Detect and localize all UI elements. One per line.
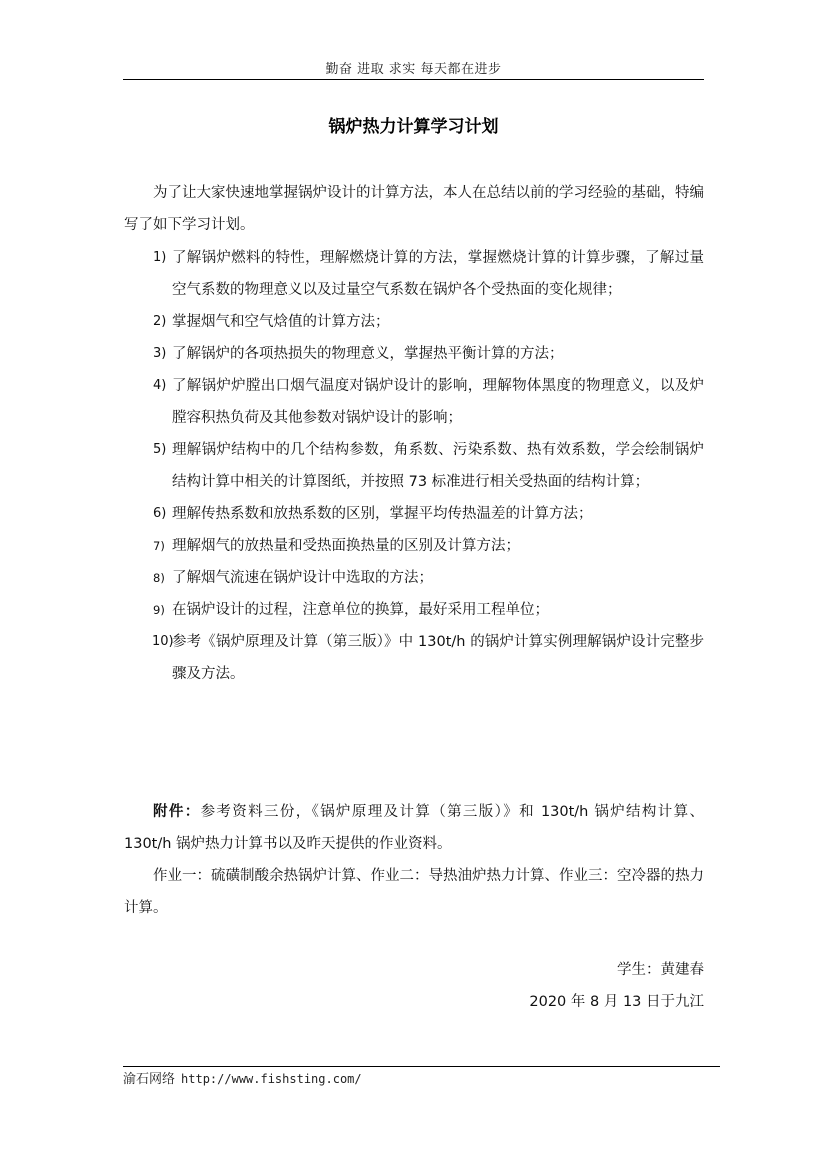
signature-date: 2020 年 8 月 13 日于九江	[529, 994, 704, 1010]
list-item-number: 6)	[153, 506, 167, 521]
list-item-text: 了解锅炉的各项热损失的物理意义，掌握热平衡计算的方法；	[172, 346, 564, 362]
list-item-text: 理解锅炉结构中的几个结构参数，角系数、污染系数、热有效系数，学会绘制锅炉结构计算中相关的计算图纸，并按照 73 标准进行相关受热面的结构计算；	[172, 442, 704, 490]
list-item-number: 7)	[153, 539, 165, 553]
header-motto: 勤奋 进取 求实 每天都在进步	[325, 62, 502, 77]
list-item	[124, 498, 704, 530]
plan-list	[124, 242, 704, 690]
list-item-text: 掌握烟气和空气焓值的计算方法；	[172, 314, 390, 330]
attachment-label: 附件：	[153, 804, 201, 820]
attachment-text: 参考资料三份，《锅炉原理及计算（第三版）》和 130t/h 锅炉结构计算、130t/h 锅炉热力计算书以及昨天提供的作业资料。	[124, 804, 704, 852]
list-item	[124, 338, 704, 370]
header-divider	[123, 79, 704, 80]
list-item-number: 8)	[153, 571, 165, 585]
list-item-number: 1)	[153, 250, 167, 265]
intro-paragraph: 为了让大家快速地掌握锅炉设计的计算方法，本人在总结以前的学习经验的基础，特编写了如下学习计划。	[124, 185, 704, 233]
list-item	[124, 242, 704, 306]
document-title: 锅炉热力计算学习计划	[328, 117, 499, 137]
homework-paragraph: 作业一：硫磺制酸余热锅炉计算、作业二：导热油炉热力计算、作业三：空冷器的热力计算。	[124, 868, 704, 916]
list-item-number: 10)	[152, 634, 174, 649]
list-item	[124, 562, 704, 594]
list-item	[124, 434, 704, 498]
list-item	[124, 530, 704, 562]
list-item-text: 理解传热系数和放热系数的区别，掌握平均传热温差的计算方法；	[172, 506, 593, 522]
list-item-number: 2)	[153, 314, 167, 329]
footer-company: 渝石网络	[123, 1072, 176, 1087]
list-item	[124, 306, 704, 338]
list-item-text: 了解烟气流速在锅炉设计中选取的方法；	[172, 570, 433, 586]
student-signature: 学生：黄建春	[617, 962, 704, 978]
list-item	[124, 626, 704, 690]
list-item-number: 9)	[153, 603, 165, 617]
footer-url: http://www.fishsting.com/	[181, 1072, 362, 1086]
list-item-text: 理解烟气的放热量和受热面换热量的区别及计算方法；	[172, 538, 520, 554]
footer-divider	[123, 1066, 720, 1067]
list-item-number: 5)	[153, 442, 167, 457]
list-item-number: 4)	[153, 378, 167, 393]
list-item-text: 在锅炉设计的过程，注意单位的换算，最好采用工程单位；	[172, 602, 549, 618]
attachment-paragraph	[124, 796, 704, 860]
list-item	[124, 594, 704, 626]
footer	[123, 1068, 362, 1087]
list-item-text: 了解锅炉燃料的特性，理解燃烧计算的方法，掌握燃烧计算的计算步骤，了解过量空气系数的物理意义以及过量空气系数在锅炉各个受热面的变化规律；	[172, 250, 704, 298]
list-item-text: 了解锅炉炉膛出口烟气温度对锅炉设计的影响，理解物体黑度的物理意义，以及炉膛容积热负荷及其他参数对锅炉设计的影响；	[172, 378, 704, 426]
list-item-text: 参考《锅炉原理及计算（第三版）》中 130t/h 的锅炉计算实例理解锅炉设计完整步骤及方法。	[172, 634, 704, 682]
list-item	[124, 370, 704, 434]
list-item-number: 3)	[153, 346, 167, 361]
